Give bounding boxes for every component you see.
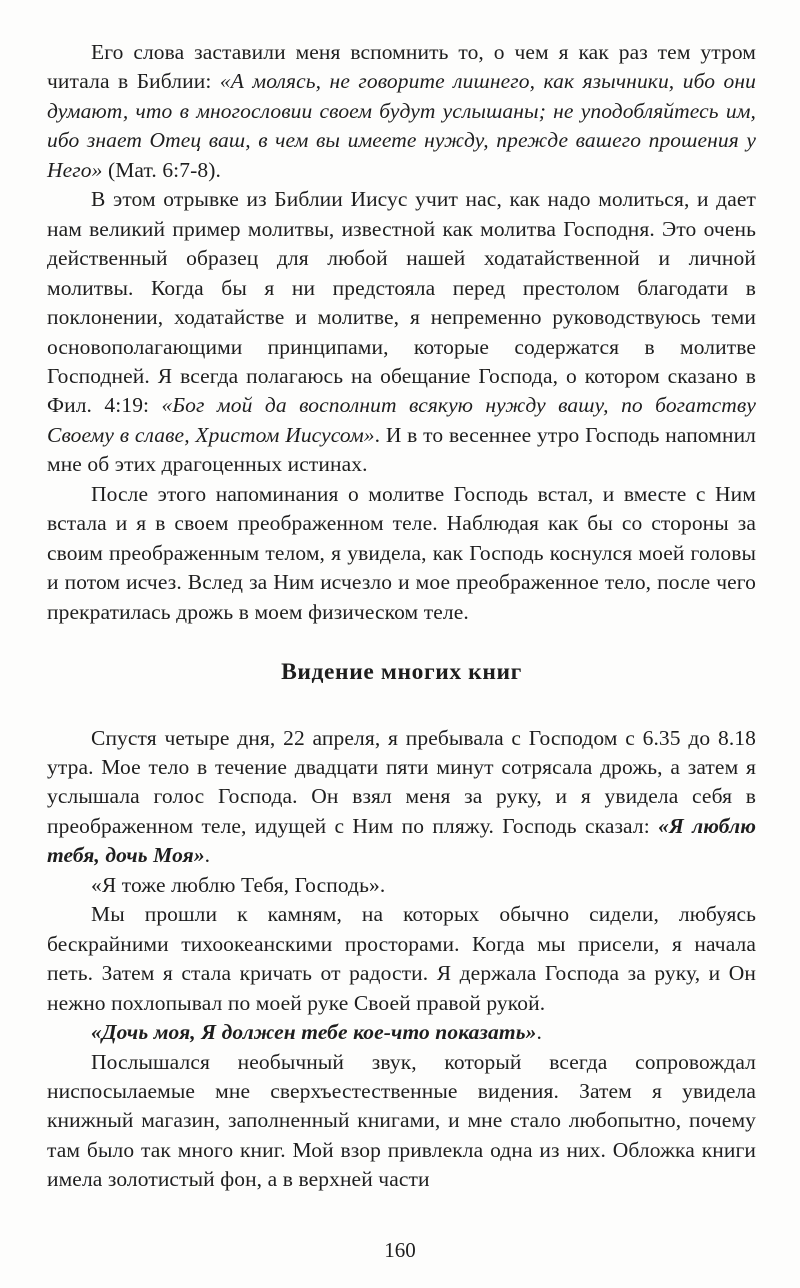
text-segment: «Я тоже люблю Тебя, Господь». (91, 872, 386, 897)
paragraph (47, 900, 756, 1018)
text-segment: Мы прошли к камням, на которых обычно сидели, любуясь бескрайними тихоокеанскими просторами. Когда мы присели, я начала петь. Затем я стала кричать от радости. Я держала Господа за руку, и Он нежно похлопывал по моей руке Своей правой рукой. (47, 902, 756, 1015)
paragraph (47, 1018, 756, 1047)
text-segment: . (204, 843, 211, 868)
text-segment: Спустя четыре дня, 22 апреля, я пребывала с Господом с 6.35 до 8.18 утра. Мое тело в течение двадцати пяти минут сотрясала дрожь, а затем я услышала голос Господа. Он взял меня за руку, и я увидела себя в преображенном теле, идущей с Ним по пляжу. Господь сказал: (47, 725, 756, 838)
text-segment: . (536, 1020, 542, 1045)
paragraph (47, 185, 756, 480)
page-text (47, 38, 756, 1195)
page-number: 160 (384, 1238, 416, 1262)
text-segment: «А молясь, не говорите лишнего, как язычники, ибо они думают, что в многословии своем будут услышаны; не уподобляйтесь им, ибо знает Отец ваш, в чем вы имеете нужду, прежде вашего прошения у Него» (47, 69, 756, 182)
text-segment: Его слова заставили меня вспомнить то, о чем я как раз тем утром читала в Библии: (47, 40, 756, 94)
paragraph (47, 38, 756, 185)
text-segment: «Бог мой да восполнит всякую нужду вашу, по богатству Своему в славе, Христом Иисусом» (47, 393, 756, 447)
paragraph (47, 724, 756, 871)
section-heading: Видение многих книг (281, 659, 522, 686)
text-segment: После этого напоминания о молитве Господь встал, и вместе с Ним встала и я в своем преображенном теле. Наблюдая как бы со стороны за своим преображенным телом, я увидела, как Господь коснулся моей головы и потом исчез. Вслед за Ним исчезло и мое преображенное тело, после чего прекратилась дрожь в моем физическом теле. (47, 481, 756, 624)
text-segment: Послышался необычный звук, который всегда сопровождал ниспосылаемые мне сверхъестественные видения. Затем я увидела книжный магазин, заполненный книгами, и мне стало любопытно, почему там было так много книг. Мой взор привлекла одна из них. Обложка книги имела золотистый фон, а в верхней части (47, 1049, 756, 1192)
text-segment: В этом отрывке из Библии Иисус учит нас, как надо молиться, и дает нам великий пример молитвы, известной как молитва Господня. Это очень действенный образец для любой нашей ходатайственной и личной молитвы. Когда бы я ни предстояла перед престолом благодати в поклонении, ходатайстве и молитве, я непременно руководствуюсь теми основополагающими принципами, которые содержатся в молитве Господней. Я всегда полагаюсь на обещание Господа, о котором сказано в Фил. 4:19: (47, 187, 756, 418)
text-segment: . И в то весеннее утро Господь напомнил мне об этих драгоценных истинах. (47, 422, 756, 477)
paragraph (47, 1048, 756, 1195)
text-segment: «Я люблю тебя, дочь Моя» (47, 813, 757, 868)
paragraph (47, 480, 756, 627)
text-segment: «Дочь моя, Я должен тебе кое-что показать» (91, 1020, 537, 1045)
text-segment: (Мат. 6:7-8). (102, 157, 221, 182)
paragraph (47, 871, 756, 900)
